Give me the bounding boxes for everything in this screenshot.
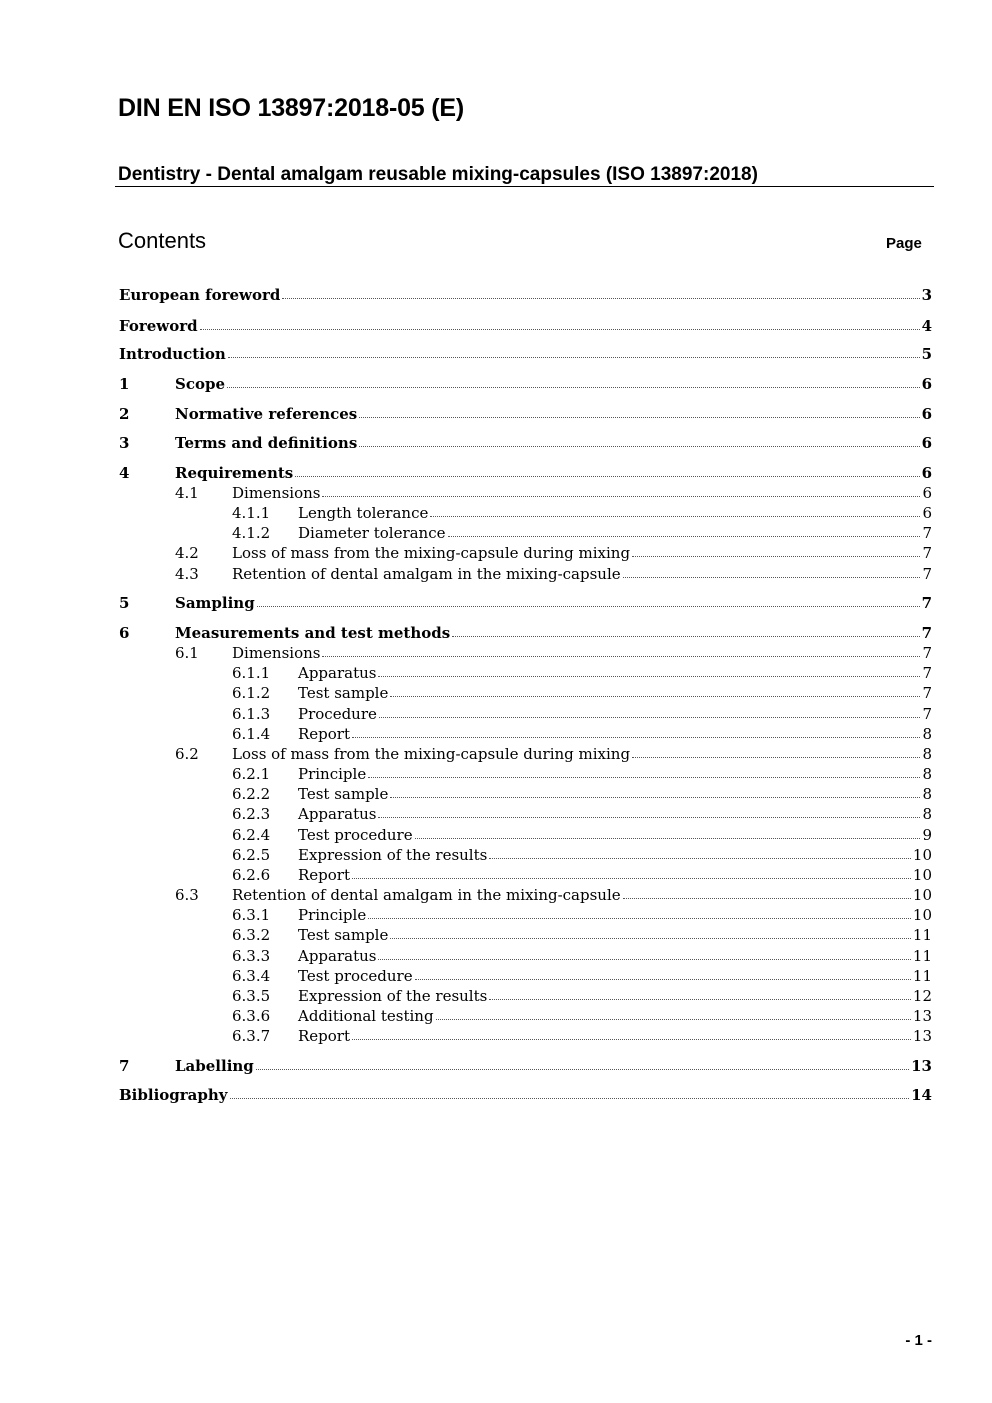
toc-entry[interactable] [119, 663, 932, 683]
toc-entry-number: 6.3.5 [232, 987, 271, 1005]
toc-entry-title: Test sample [298, 684, 389, 702]
toc-entry-number: 6.3.3 [232, 947, 271, 965]
toc-dot-leader [623, 577, 921, 578]
toc-entry[interactable] [119, 865, 932, 885]
toc-entry-title: Test procedure [298, 826, 413, 844]
toc-entry-title: Loss of mass from the mixing-capsule during mixing [232, 745, 631, 763]
toc-entry-number: 6.1.1 [232, 664, 271, 682]
toc-dot-leader [378, 817, 920, 818]
toc-entry-page: 8 [922, 785, 932, 803]
toc-entry-number: 5 [119, 594, 130, 612]
toc-dot-leader [368, 777, 920, 778]
toc-entry-page: 6 [921, 434, 932, 452]
toc-entry-title: Report [298, 725, 351, 743]
toc-entry-page: 8 [922, 805, 932, 823]
toc-entry-page: 7 [922, 664, 932, 682]
toc-dot-leader [359, 417, 919, 418]
toc-entry-title: Normative references [175, 405, 358, 423]
toc-entry-number: 4 [119, 464, 130, 482]
toc-entry-number: 4.2 [175, 544, 199, 562]
toc-entry[interactable] [119, 523, 932, 543]
toc-entry-number: 4.1.1 [232, 504, 271, 522]
toc-dot-leader [322, 656, 920, 657]
toc-entry-title: Terms and definitions [175, 434, 358, 452]
toc-entry-page: 14 [911, 1086, 932, 1104]
toc-entry-title: Scope [175, 375, 226, 393]
toc-entry-page: 13 [911, 1057, 932, 1075]
toc-entry-page: 11 [912, 926, 932, 944]
toc-entry[interactable] [119, 623, 932, 643]
toc-entry-page: 11 [912, 967, 932, 985]
toc-entry-title: Retention of dental amalgam in the mixing-capsule [232, 886, 621, 904]
toc-entry[interactable] [119, 564, 932, 584]
toc-entry-title: Requirements [175, 464, 294, 482]
toc-entry-page: 4 [921, 317, 932, 335]
toc-entry-number: 6.2.6 [232, 866, 271, 884]
toc-entry[interactable] [119, 825, 932, 845]
toc-entry[interactable] [119, 1006, 932, 1026]
toc-dot-leader [230, 1098, 910, 1099]
toc-entry[interactable] [119, 285, 932, 305]
toc-entry[interactable] [119, 344, 932, 364]
document-title: DIN EN ISO 13897:2018-05 (E) [118, 94, 464, 122]
toc-entry-number: 6.1.3 [232, 705, 271, 723]
toc-dot-leader [390, 696, 920, 697]
toc-entry-title: Sampling [175, 594, 255, 612]
toc-entry-title: Report [298, 866, 351, 884]
toc-entry[interactable] [119, 764, 932, 784]
toc-entry-number: 6.3.1 [232, 906, 271, 924]
toc-entry-page: 7 [922, 644, 932, 662]
toc-entry-title: Bibliography [119, 1086, 228, 1104]
toc-entry[interactable] [119, 986, 932, 1006]
toc-entry-number: 4.1.2 [232, 524, 271, 542]
toc-entry-page: 6 [922, 484, 932, 502]
toc-dot-leader [489, 858, 911, 859]
toc-dot-leader [489, 999, 911, 1000]
toc-entry[interactable] [119, 404, 932, 424]
toc-entry-page: 13 [912, 1027, 932, 1045]
toc-entry[interactable] [119, 946, 932, 966]
toc-entry-title: Expression of the results [298, 846, 488, 864]
toc-entry[interactable] [119, 543, 932, 563]
toc-entry-page: 5 [921, 345, 932, 363]
toc-entry-title: Length tolerance [298, 504, 429, 522]
toc-entry-number: 6.2.2 [232, 785, 271, 803]
toc-entry[interactable] [119, 433, 932, 453]
toc-entry-title: Measurements and test methods [175, 624, 451, 642]
toc-entry-page: 6 [921, 405, 932, 423]
toc-entry-number: 6 [119, 624, 130, 642]
toc-entry[interactable] [119, 1085, 932, 1105]
toc-entry-number: 4.1 [175, 484, 199, 502]
toc-entry-number: 6.3.4 [232, 967, 271, 985]
toc-dot-leader [378, 676, 920, 677]
toc-entry-page: 6 [921, 464, 932, 482]
toc-dot-leader [415, 838, 921, 839]
toc-dot-leader [448, 536, 921, 537]
title-divider [115, 186, 934, 187]
toc-dot-leader [257, 606, 920, 607]
toc-entry-number: 1 [119, 375, 130, 393]
toc-entry-title: Principle [298, 765, 367, 783]
toc-entry-page: 10 [912, 886, 932, 904]
toc-entry[interactable] [119, 925, 932, 945]
toc-entry[interactable] [119, 593, 932, 613]
toc-entry-page: 6 [922, 504, 932, 522]
toc-entry-title: Principle [298, 906, 367, 924]
toc-entry-page: 7 [922, 565, 932, 583]
toc-entry-number: 6.3 [175, 886, 199, 904]
page-column-heading: Page [886, 235, 922, 252]
toc-entry-title: Labelling [175, 1057, 254, 1075]
toc-entry[interactable] [119, 316, 932, 336]
toc-entry[interactable] [119, 483, 932, 503]
toc-entry-title: Expression of the results [298, 987, 488, 1005]
toc-entry[interactable] [119, 683, 932, 703]
toc-entry-page: 7 [921, 624, 932, 642]
toc-entry[interactable] [119, 1026, 932, 1046]
toc-dot-leader [228, 357, 920, 358]
toc-entry-number: 6.1.4 [232, 725, 271, 743]
toc-entry-title: Report [298, 1027, 351, 1045]
toc-dot-leader [322, 496, 920, 497]
toc-entry[interactable] [119, 784, 932, 804]
toc-entry-page: 7 [922, 684, 932, 702]
toc-entry[interactable] [119, 503, 932, 523]
toc-entry-number: 6.1 [175, 644, 199, 662]
toc-entry[interactable] [119, 1056, 932, 1076]
document-subtitle: Dentistry - Dental amalgam reusable mixing-capsules (ISO 13897:2018) [118, 164, 758, 185]
toc-dot-leader [352, 737, 920, 738]
toc-entry[interactable] [119, 744, 932, 764]
toc-entry-number: 6.2.1 [232, 765, 271, 783]
toc-entry-number: 2 [119, 405, 130, 423]
toc-entry-page: 8 [922, 745, 932, 763]
toc-entry-title: Dimensions [232, 484, 321, 502]
toc-entry-title: Additional testing [298, 1007, 434, 1025]
toc-entry[interactable] [119, 966, 932, 986]
toc-dot-leader [632, 556, 920, 557]
toc-dot-leader [368, 918, 911, 919]
toc-entry[interactable] [119, 463, 932, 483]
toc-dot-leader [359, 446, 919, 447]
toc-entry-page: 6 [921, 375, 932, 393]
page-number: - 1 - [905, 1332, 932, 1349]
toc-entry-page: 9 [922, 826, 932, 844]
toc-dot-leader [227, 387, 920, 388]
toc-entry-number: 7 [119, 1057, 130, 1075]
toc-entry[interactable] [119, 804, 932, 824]
toc-entry[interactable] [119, 374, 932, 394]
toc-entry[interactable] [119, 845, 932, 865]
toc-dot-leader [632, 757, 920, 758]
toc-entry-title: Procedure [298, 705, 377, 723]
toc-entry-page: 3 [921, 286, 932, 304]
toc-entry-page: 7 [921, 594, 932, 612]
toc-entry-page: 11 [912, 947, 932, 965]
toc-entry[interactable] [119, 704, 932, 724]
toc-entry-title: Loss of mass from the mixing-capsule during mixing [232, 544, 631, 562]
toc-entry-number: 6.2 [175, 745, 199, 763]
contents-heading: Contents [118, 228, 207, 253]
toc-entry[interactable] [119, 885, 932, 905]
toc-entry-title: Apparatus [298, 805, 377, 823]
toc-entry-title: Introduction [119, 345, 226, 363]
toc-dot-leader [200, 329, 920, 330]
toc-dot-leader [379, 717, 921, 718]
toc-dot-leader [282, 298, 919, 299]
toc-dot-leader [378, 959, 910, 960]
toc-entry-page: 12 [912, 987, 932, 1005]
toc-dot-leader [436, 1019, 911, 1020]
toc-dot-leader [352, 878, 911, 879]
toc-dot-leader [295, 476, 919, 477]
toc-entry-page: 13 [912, 1007, 932, 1025]
toc-entry[interactable] [119, 905, 932, 925]
toc-entry-title: Foreword [119, 317, 198, 335]
toc-entry-title: European foreword [119, 286, 281, 304]
toc-entry-title: Dimensions [232, 644, 321, 662]
toc-dot-leader [256, 1069, 909, 1070]
toc-dot-leader [390, 938, 911, 939]
toc-entry-number: 6.3.2 [232, 926, 271, 944]
toc-dot-leader [452, 636, 919, 637]
toc-entry-number: 6.2.4 [232, 826, 271, 844]
toc-dot-leader [430, 516, 920, 517]
toc-entry[interactable] [119, 643, 932, 663]
toc-entry-title: Test procedure [298, 967, 413, 985]
toc-entry-title: Apparatus [298, 947, 377, 965]
toc-entry-number: 6.3.6 [232, 1007, 271, 1025]
toc-entry-page: 10 [912, 906, 932, 924]
toc-dot-leader [623, 898, 911, 899]
toc-entry-number: 6.3.7 [232, 1027, 271, 1045]
toc-dot-leader [390, 797, 920, 798]
toc-entry-page: 10 [912, 846, 932, 864]
toc-dot-leader [352, 1039, 911, 1040]
toc-entry-number: 4.3 [175, 565, 199, 583]
toc-entry[interactable] [119, 724, 932, 744]
toc-entry-number: 6.1.2 [232, 684, 271, 702]
toc-dot-leader [415, 979, 911, 980]
toc-entry-title: Test sample [298, 926, 389, 944]
toc-entry-number: 3 [119, 434, 130, 452]
toc-entry-page: 8 [922, 765, 932, 783]
toc-entry-page: 10 [912, 866, 932, 884]
toc-entry-number: 6.2.5 [232, 846, 271, 864]
toc-entry-title: Diameter tolerance [298, 524, 446, 542]
toc-entry-title: Retention of dental amalgam in the mixing-capsule [232, 565, 621, 583]
toc-entry-number: 6.2.3 [232, 805, 271, 823]
toc-entry-title: Test sample [298, 785, 389, 803]
toc-entry-page: 7 [922, 544, 932, 562]
toc-entry-title: Apparatus [298, 664, 377, 682]
toc-entry-page: 7 [922, 524, 932, 542]
toc-entry-page: 8 [922, 725, 932, 743]
toc-entry-page: 7 [922, 705, 932, 723]
